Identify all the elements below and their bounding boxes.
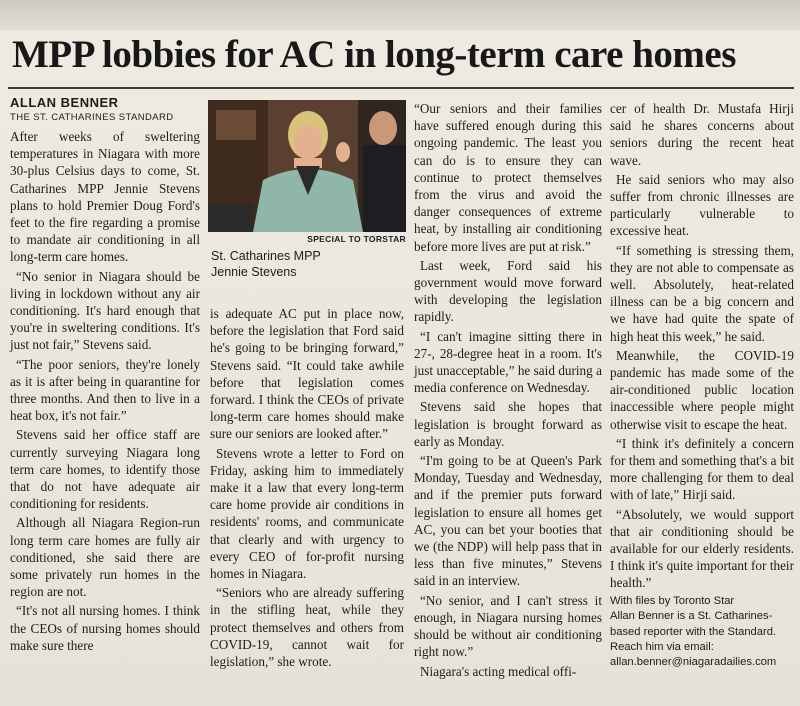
article-column-2 xyxy=(210,305,404,672)
headline: MPP lobbies for AC in long-term care homes xyxy=(12,33,736,76)
paragraph: After weeks of sweltering temperatures in Niagara with more 30-plus Celsius days to come, St. Catharines MPP Jennie Stevens plans to hold Premier Doug Ford's feet to the fire regarding a promise to mandate air conditioning in all long-term care homes. xyxy=(10,129,200,265)
paragraph: Stevens wrote a letter to Ford on Friday, asking him to immediately make it a law that every long-term care home provide air conditions in residents' rooms, and communicate that clearly and with urgency to every CEO of for-profit nursing homes in Niagara. xyxy=(210,445,404,582)
paragraph: He said seniors who may also suffer from chronic illnesses are particularly vulnerable to excessive heat. xyxy=(610,171,794,239)
tagline-files: With files by Toronto Star xyxy=(610,594,735,607)
author-outlet: THE ST. CATHARINES STANDARD xyxy=(10,112,174,123)
paragraph: Niagara's acting medical offi- xyxy=(420,663,577,679)
paragraph: Although all Niagara Region-run long term care homes are fully air conditioned, she said there are some privately run homes in the region are not. xyxy=(10,515,200,600)
caption-line: Jennie Stevens xyxy=(211,265,297,279)
caption-line: St. Catharines MPP xyxy=(211,249,321,263)
paragraph: “I think it's definitely a concern for them and something that's a bit more challenging for them to deal with of late,” Hirji said. xyxy=(610,435,794,503)
article-tagline xyxy=(610,594,794,671)
paragraph: “Our seniors and their families have suffered enough during this ongoing pandemic. The least you can do is to ensure they can continue to protect themselves from the virus and avoid the danger consequences of extreme heat, by installing air conditioning before more lives are put at risk.” xyxy=(414,101,602,254)
paragraph: “It's not all nursing homes. I think the CEOs of nursing homes should make sure there xyxy=(10,603,200,653)
paragraph: “I can't imagine sitting there in 27-, 28-degree heat in a room. It's just unacceptable,” he said during a media conference on Wednesday. xyxy=(414,328,602,396)
article-column-3 xyxy=(414,100,602,682)
byline xyxy=(10,95,200,125)
paragraph: “No senior, and I can't stress it enough, in Niagara nursing homes should be without air conditioning right now.” xyxy=(414,592,602,660)
paragraph: Stevens said she hopes that legislation is brought forward as early as Monday. xyxy=(414,399,602,449)
photo-caption xyxy=(211,248,407,280)
paragraph: “The poor seniors, they're lonely as it is after being in quarantine for three months. And then to live in a heat box, it's not fair.” xyxy=(10,356,200,424)
adjacent-page-strip xyxy=(0,0,800,30)
article-column-1 xyxy=(10,128,200,656)
paragraph: Stevens said her office staff are currently surveying Niagara long term care homes, to identify those that do not have adequate air conditioning for residents. xyxy=(10,427,200,512)
article-column-4 xyxy=(610,100,794,671)
photo-illustration xyxy=(208,100,406,232)
photo-credit: SPECIAL TO TORSTAR xyxy=(307,234,406,244)
paragraph: cer of health Dr. Mustafa Hirji said he shares concerns about seniors during the recent heat wave. xyxy=(610,101,794,168)
paragraph: Meanwhile, the COVID-19 pandemic has made some of the air-conditioned public location inaccessible where people might otherwise visit to escape the heat. xyxy=(610,347,794,432)
paragraph: “Seniors who are already suffering in the stifling heat, while they protect themselves and others from COVID-19, cannot wait for legislation,” she wrote. xyxy=(210,585,404,670)
paragraph: “If something is stressing them, they are not able to compensate as well. Absolutely, heat-related illness can be a big concern and we have had quite the spate of high heat this week,” he said. xyxy=(610,242,794,344)
headline-rule xyxy=(8,87,794,89)
paragraph: is adequate AC put in place now, before the legislation that Ford said he's going to be bringing forward,” Stevens said. “It could take awhile before that legislation comes forward. I think the CEOs of private long-term care homes should make sure our seniors are looked after.” xyxy=(210,306,404,442)
tagline-bio: Allan Benner is a St. Catharines-based reporter with the Standard. Reach him via email: allan.benner@niagaradailies.com xyxy=(610,610,777,669)
paragraph: “I'm going to be at Queen's Park Monday, Tuesday and Wednesday, and if the premier puts forward legislation to ensure all homes get AC, you can bet your booties that we (the NDP) will help pass that in less than five minutes,” Stevens said in an interview. xyxy=(414,453,602,589)
paragraph: “Absolutely, we would support that air conditioning should be available for our elderly residents. I think it's quite important for their health.” xyxy=(610,506,794,591)
paragraph: Last week, Ford said his government would move forward with developing the legislation rapidly. xyxy=(414,257,602,325)
author-name: ALLAN BENNER xyxy=(10,95,119,110)
paragraph: “No senior in Niagara should be living in lockdown without any air conditioning. It's hard enough that you're in sweltering conditions. It's just not fair,” Stevens said. xyxy=(10,268,200,353)
photo-mpp-jennie-stevens xyxy=(208,100,406,232)
